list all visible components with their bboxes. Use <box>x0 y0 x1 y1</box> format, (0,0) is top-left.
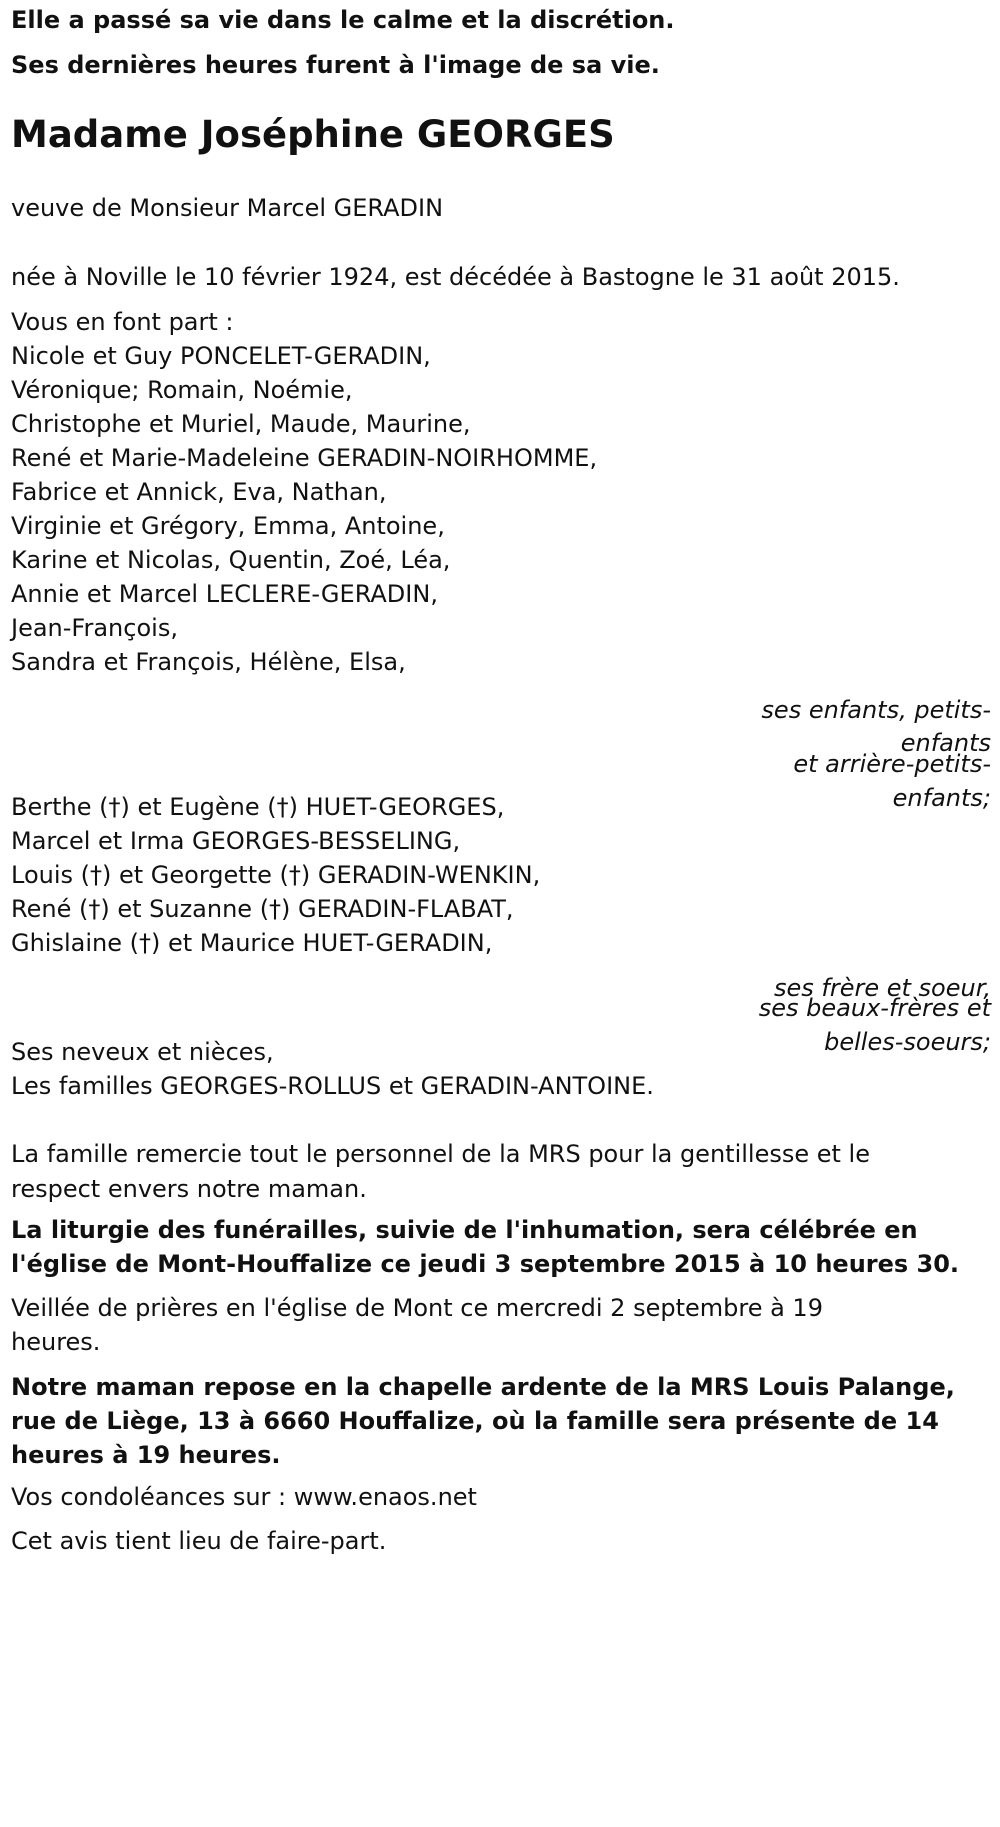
thanks-line: La famille remercie tout le personnel de la MRS pour la gentillesse et le <box>11 1140 870 1168</box>
funeral-line: La liturgie des funérailles, suivie de l'inhumation, sera célébrée en <box>11 1216 918 1244</box>
rest-line: rue de Liège, 13 à 6660 Houffalize, où la famille sera présente de 14 <box>11 1407 939 1435</box>
role-label: belles-soeurs; <box>824 1028 991 1056</box>
widow-line: veuve de Monsieur Marcel GERADIN <box>11 194 444 222</box>
family-line: Véronique; Romain, Noémie, <box>11 376 353 404</box>
rest-line: heures à 19 heures. <box>11 1441 281 1469</box>
role-label: enfants; <box>892 784 991 812</box>
others-line: Ses neveux et nièces, <box>11 1038 274 1066</box>
others-line: Les familles GEORGES-ROLLUS et GERADIN-ANTOINE. <box>11 1072 654 1100</box>
family-line: Fabrice et Annick, Eva, Nathan, <box>11 478 387 506</box>
role-label: ses enfants, petits- <box>761 696 991 724</box>
family-line: René et Marie-Madeleine GERADIN-NOIRHOMME, <box>11 444 598 472</box>
family-line: Virginie et Grégory, Emma, Antoine, <box>11 512 445 540</box>
family-line: Karine et Nicolas, Quentin, Zoé, Léa, <box>11 546 451 574</box>
vigil-line: Veillée de prières en l'église de Mont ce mercredi 2 septembre à 19 <box>11 1294 823 1322</box>
condolences-line: Vos condoléances sur : www.enaos.net <box>11 1483 477 1511</box>
vigil-line: heures. <box>11 1328 101 1356</box>
family-line: Nicole et Guy PONCELET-GERADIN, <box>11 342 431 370</box>
role-label: enfants <box>900 729 991 757</box>
sibling-line: Berthe (†) et Eugène (†) HUET-GEORGES, <box>11 793 505 821</box>
role-label: ses frère et soeur, <box>773 974 991 1002</box>
family-line: Christophe et Muriel, Maude, Maurine, <box>11 410 471 438</box>
birth-death-line: née à Noville le 10 février 1924, est décédée à Bastogne le 31 août 2015. <box>11 263 900 291</box>
family-line: Jean-François, <box>11 614 178 642</box>
sibling-line: Ghislaine (†) et Maurice HUET-GERADIN, <box>11 929 493 957</box>
role-label: ses beaux-frères et <box>758 994 991 1022</box>
intro-line: Elle a passé sa vie dans le calme et la discrétion. <box>11 6 675 34</box>
funeral-line: l'église de Mont-Houffalize ce jeudi 3 septembre 2015 à 10 heures 30. <box>11 1250 960 1278</box>
family-line: Annie et Marcel LECLERE-GERADIN, <box>11 580 438 608</box>
role-label: et arrière-petits- <box>793 750 991 778</box>
announce-line: Vous en font part : <box>11 308 234 336</box>
notice-line: Cet avis tient lieu de faire-part. <box>11 1527 387 1555</box>
thanks-line: respect envers notre maman. <box>11 1175 367 1203</box>
sibling-line: Marcel et Irma GEORGES-BESSELING, <box>11 827 461 855</box>
sibling-line: René (†) et Suzanne (†) GERADIN-FLABAT, <box>11 895 514 923</box>
family-line: Sandra et François, Hélène, Elsa, <box>11 648 406 676</box>
deceased-name: Madame Joséphine GEORGES <box>11 113 615 156</box>
intro-line: Ses dernières heures furent à l'image de sa vie. <box>11 51 660 79</box>
rest-line: Notre maman repose en la chapelle ardente de la MRS Louis Palange, <box>11 1373 955 1401</box>
sibling-line: Louis (†) et Georgette (†) GERADIN-WENKIN, <box>11 861 541 889</box>
